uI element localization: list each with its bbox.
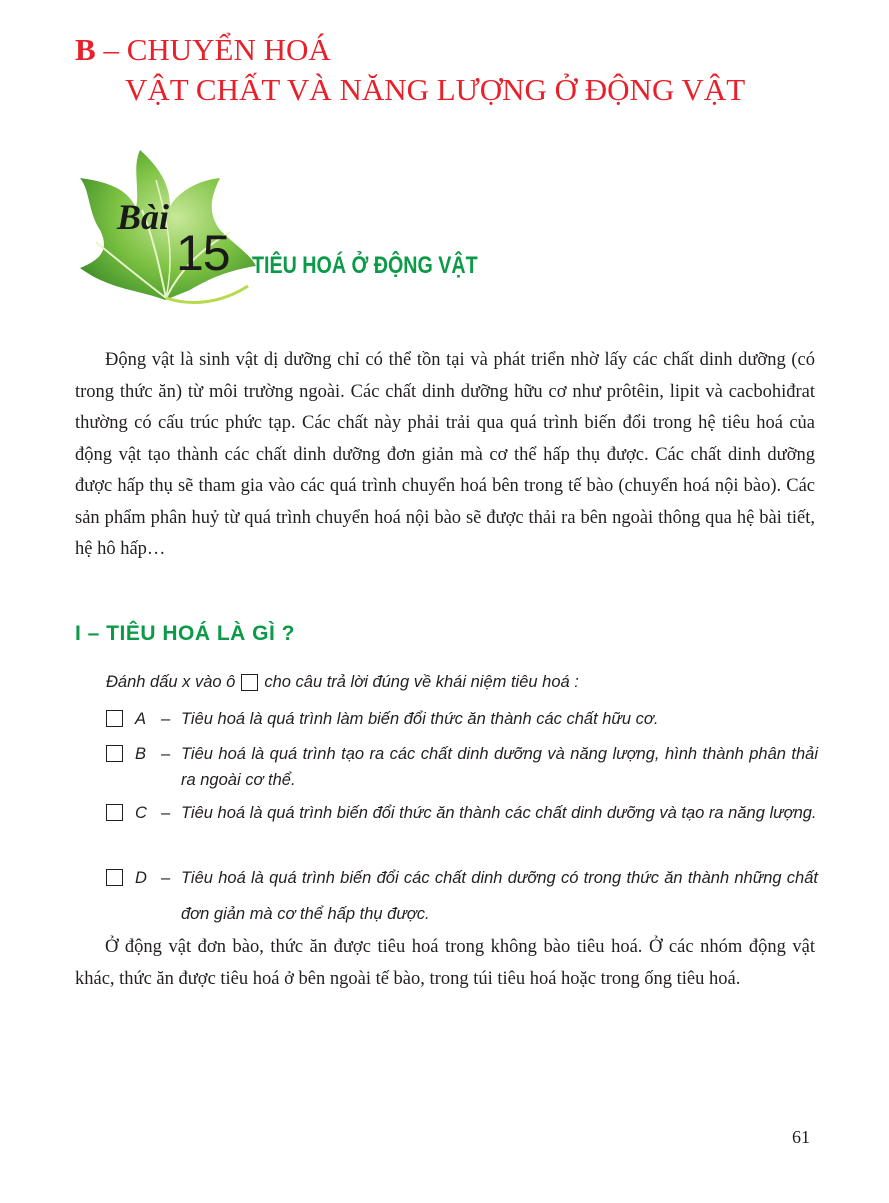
option-dash: – <box>161 710 171 728</box>
checkbox-icon[interactable] <box>106 804 123 821</box>
option-letter: A <box>135 710 147 728</box>
option-text: Tiêu hoá là quá trình biến đổi các chất dinh dưỡng có trong thức ăn thành những chất đơn giản mà cơ thể hấp thụ được. <box>181 869 818 923</box>
option-letter: D <box>135 869 147 887</box>
checkbox-icon[interactable] <box>106 745 123 762</box>
option-text: Tiêu hoá là quá trình tạo ra các chất dinh dưỡng và năng lượng, hình thành phân thải ra ngoài cơ thể. <box>181 745 818 789</box>
answer-option-c <box>106 800 818 826</box>
instruction <box>106 673 579 692</box>
lesson-word: Bài <box>117 197 170 237</box>
option-dash: – <box>161 804 171 822</box>
lesson-title: TIÊU HOÁ Ở ĐỘNG VẬT <box>252 252 478 279</box>
lesson-number: 15 <box>176 225 230 281</box>
intro-paragraph: Động vật là sinh vật dị dưỡng chỉ có thể tồn tại và phát triển nhờ lấy các chất dinh dưỡng (có trong thức ăn) từ môi trường ngoài. Các chất dinh dưỡng hữu cơ như prôtêin, lipit và cacbohiđrat thường có cấu trúc phức tạp. Các chất này phải trải qua quá trình biến đổi trong hệ tiêu hoá của động vật tạo thành các chất dinh dưỡng đơn giản mà cơ thể hấp thụ được. Các chất dinh dưỡng được hấp thụ sẽ tham gia vào các quá trình chuyển hoá bên trong tế bào (chuyển hoá nội bào). Các sản phẩm phân huỷ từ quá trình chuyển hoá nội bào sẽ được thải ra bên ngoài thông qua hệ bài tiết, hệ hô hấp… <box>75 350 815 559</box>
part-letter: B <box>75 32 96 67</box>
part-title-line1: CHUYỂN HOÁ <box>126 32 331 67</box>
instruction-after: cho câu trả lời đúng về khái niệm tiêu hoá : <box>264 673 579 691</box>
answer-option-b <box>106 741 818 793</box>
answer-option-a <box>106 706 818 732</box>
option-dash: – <box>161 745 171 763</box>
option-dash: – <box>161 869 171 887</box>
checkbox-icon[interactable] <box>106 710 123 727</box>
answer-option-d <box>106 860 818 932</box>
part-separator: – <box>103 32 119 67</box>
option-letter: C <box>135 804 147 822</box>
option-text: Tiêu hoá là quá trình làm biến đổi thức ăn thành các chất hữu cơ. <box>181 710 659 728</box>
option-letter: B <box>135 745 147 763</box>
closing-paragraph: Ở động vật đơn bào, thức ăn được tiêu hoá trong không bào tiêu hoá. Ở các nhóm động vật khác, thức ăn được tiêu hoá ở bên ngoài tế bào, trong túi tiêu hoá hoặc trong ống tiêu hoá. <box>75 937 815 989</box>
checkbox-icon[interactable] <box>106 869 123 886</box>
option-text: Tiêu hoá là quá trình biến đổi thức ăn thành các chất dinh dưỡng và tạo ra năng lượng. <box>181 804 817 822</box>
instruction-before: Đánh dấu x vào ô <box>106 673 236 691</box>
part-title-line2: VẬT CHẤT VÀ NĂNG LƯỢNG Ở ĐỘNG VẬT <box>125 72 746 107</box>
section-heading: I – TIÊU HOÁ LÀ GÌ ? <box>75 622 296 645</box>
part-title <box>75 30 745 110</box>
checkbox-icon <box>241 674 258 691</box>
page-number: 61 <box>792 1127 810 1147</box>
